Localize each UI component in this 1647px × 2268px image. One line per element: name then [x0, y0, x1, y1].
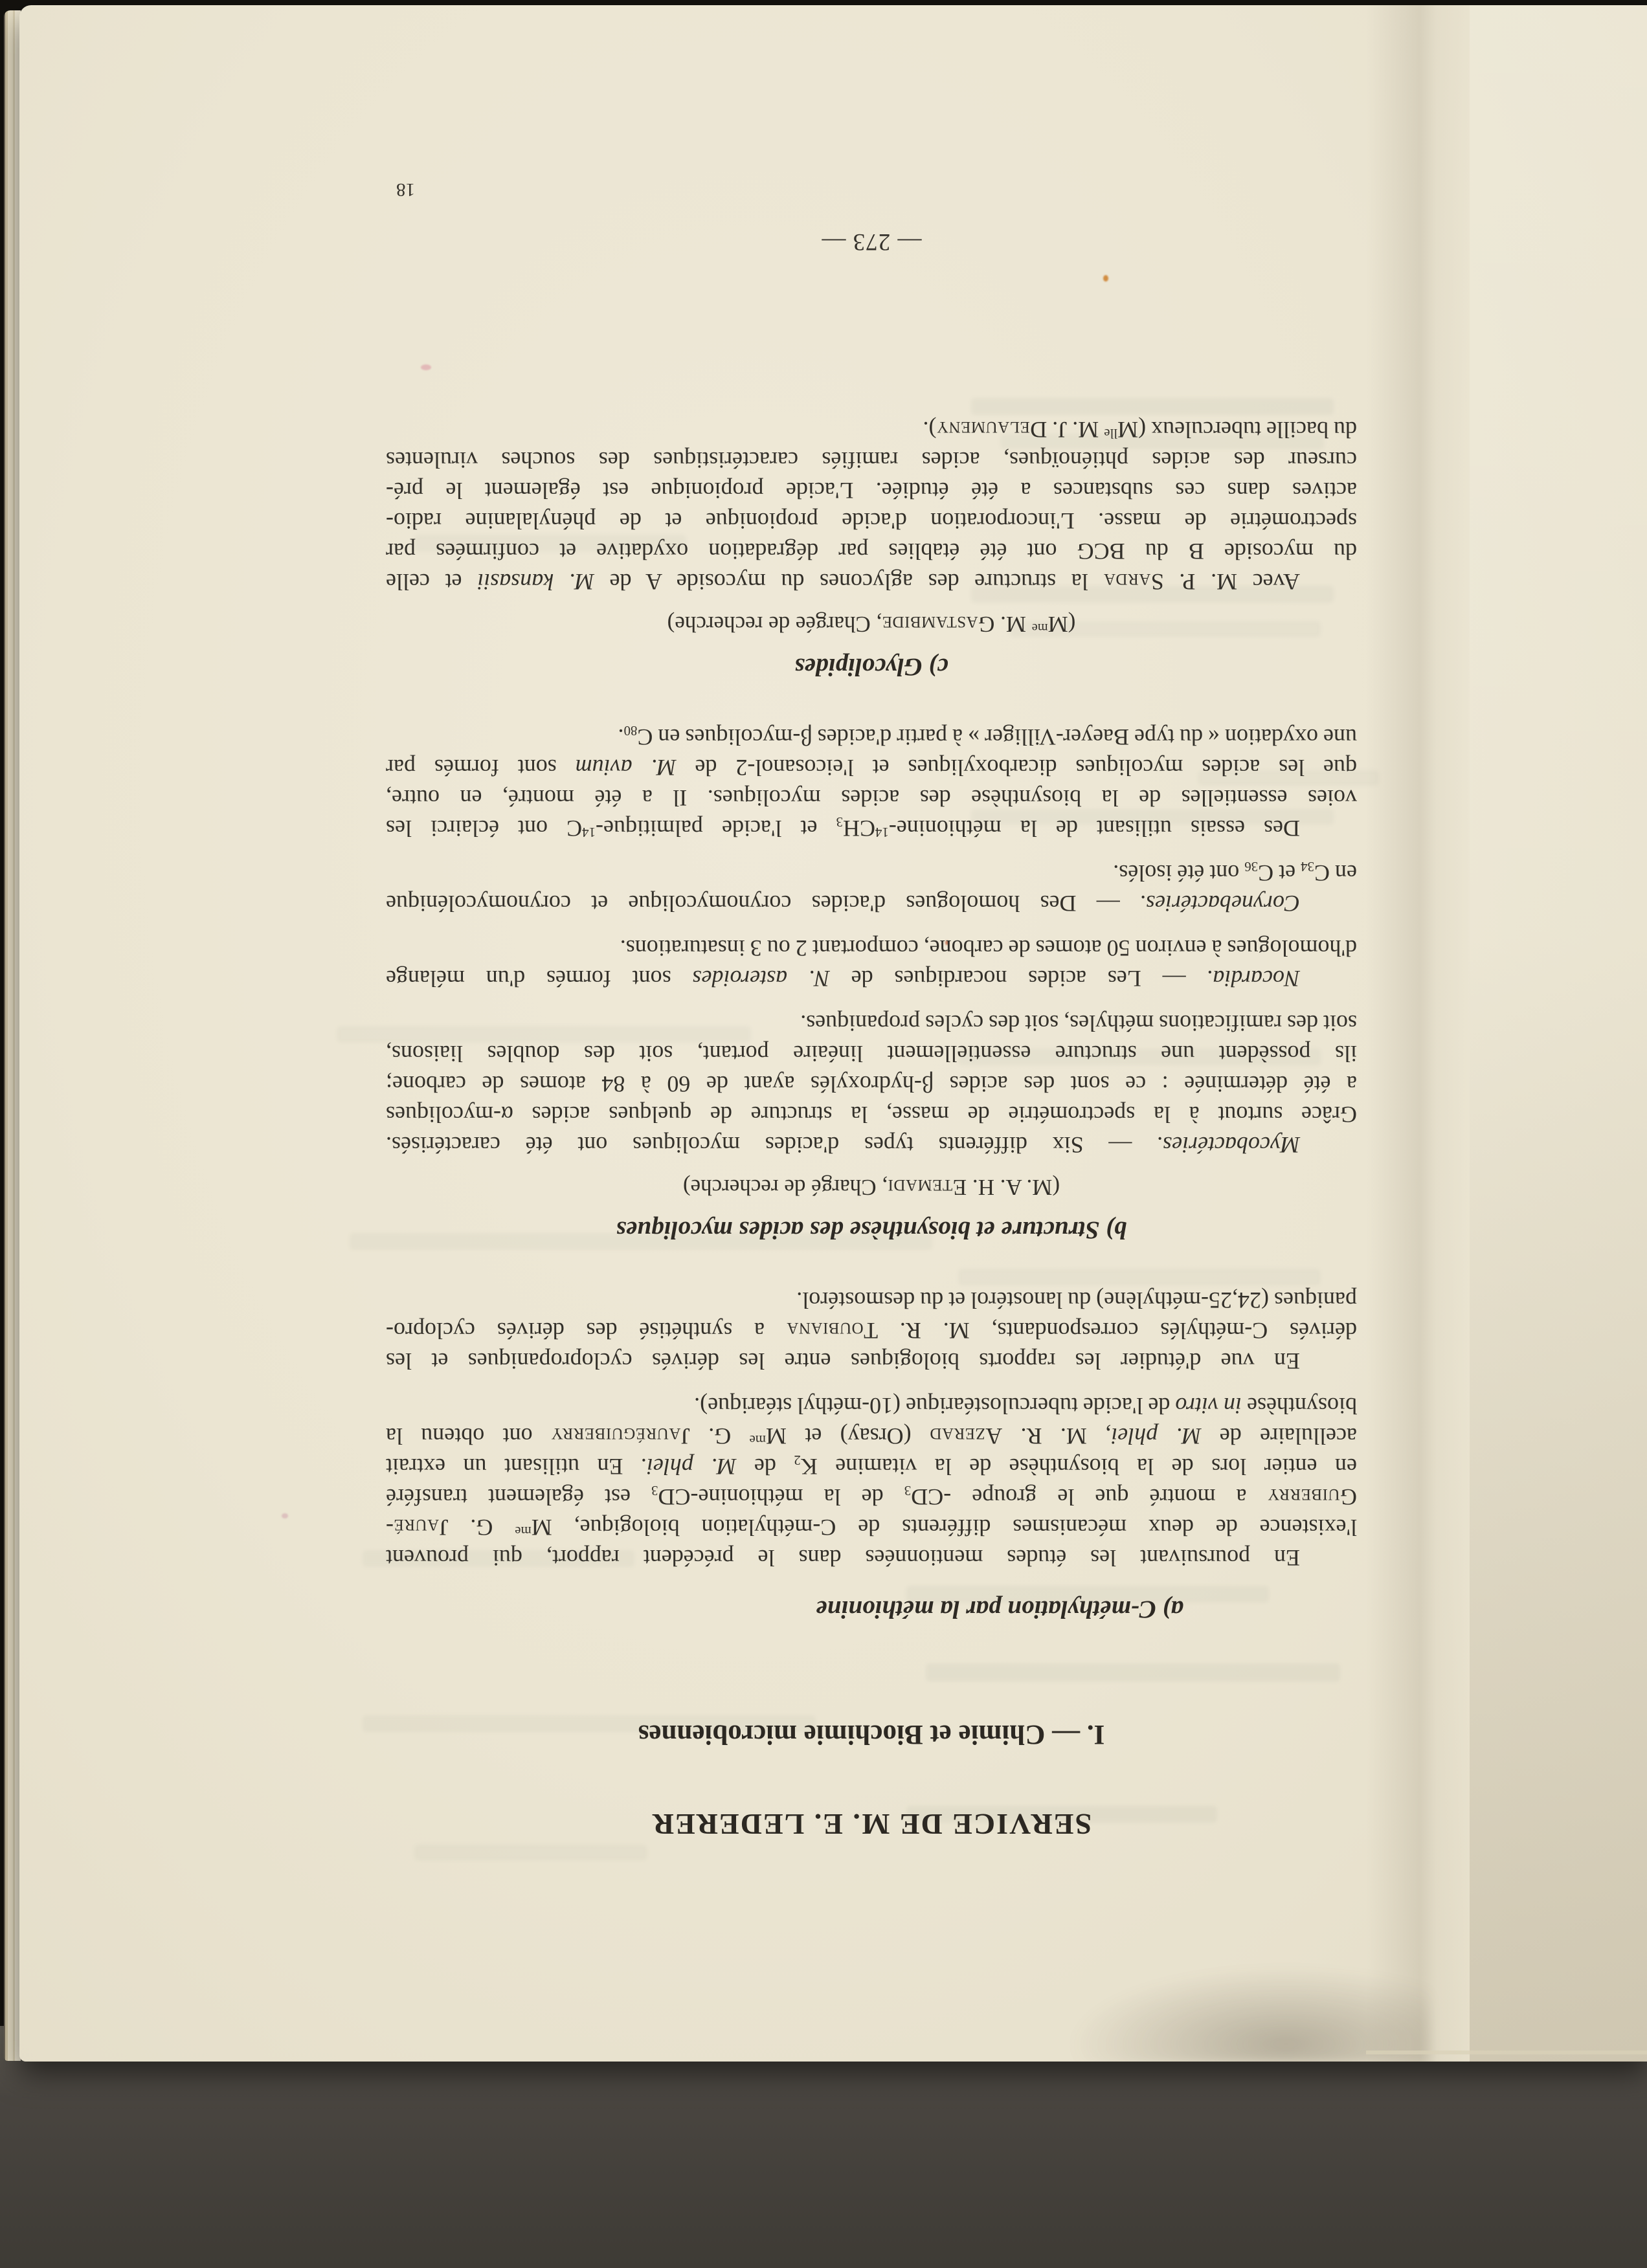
- text-line: une oxydation « du type Baeyer-Villiger » à partir d'acides β-mycoliques en $C_{80}$.: [618, 723, 1357, 750]
- text-line: en entier lors de la biosynthèse de la vitamine $K_2$ de M. phlei. En utilisant un extrait: [386, 1452, 1357, 1480]
- page-title: SERVICE DE M. E. LEDERER: [651, 1808, 1092, 1841]
- text-line: dérivés C-méthylés correspondants, M. R. Toubiana a synthétisé des dérivés cyclopro-: [386, 1318, 1357, 1344]
- subsection-heading: c) Glycolipides: [794, 653, 948, 681]
- fold-shadow: [1366, 5, 1470, 2062]
- text-line: paniques (24,25-méthylène) du lanostérol et du desmostérol.: [796, 1287, 1357, 1313]
- page-content-rotated: [386, 5, 1357, 2062]
- scanned-page: [19, 5, 1647, 2062]
- document-body: [386, 414, 1357, 1624]
- signature-mark: 18: [396, 179, 415, 200]
- paragraph: [386, 414, 1357, 597]
- paragraph: [386, 1008, 1357, 1160]
- paragraph: [386, 858, 1357, 918]
- text-line: En vue d'étudier les rapports biologiques entre les dérivés cyclopropaniques et les: [386, 1348, 1300, 1374]
- page-number: — 273 —: [821, 228, 922, 255]
- text-line: Guiberry a montré que le groupe $-CD_3$ de la méthionine-$CD_3$ est également transféré: [386, 1483, 1357, 1510]
- page-edge-stack: [4, 10, 21, 2061]
- spine-curvature: [1470, 5, 1647, 2062]
- text-line: en $C_{34}$ et $C_{36}$ ont été isolés.: [1113, 859, 1357, 886]
- text-line: biosynthèse in vitro de l'acide tuberculostéarique (10-méthyl stéarique).: [694, 1393, 1357, 1419]
- text-line: acellulaire de M. phlei, M. R. Azerad (Orsay) et $M^{me}$ G. Jauréguiberry ont obtenu la: [386, 1423, 1357, 1449]
- paper-speck: [282, 1513, 288, 1518]
- text-line: l'existence de deux mécanismes différents de C-méthylation biologique, $M^{me}$ G. Jauré-: [386, 1515, 1357, 1540]
- subsection-heading: a) C-méthylation par la méthionine: [816, 1595, 1183, 1623]
- text-line: Mycobactéries. — Six différents types d'acides mycoliques ont été caractérisés.: [386, 1132, 1300, 1158]
- paragraph: [386, 1390, 1357, 1573]
- subsection-byline: (M. A. H. Etemadi, Chargé de recherche): [682, 1175, 1060, 1200]
- section-heading: I. — Chimie et Biochimie microbiennes: [638, 1719, 1105, 1750]
- text-line: du bacille tuberculeux ($M^{lle}$ M. J. Delaumeny).: [923, 417, 1357, 443]
- text-line: Grâce surtout à la spectrométrie de masse, la structure de quelques acides α-mycoliques: [386, 1102, 1357, 1128]
- scanner-background: [0, 2026, 1647, 2268]
- text-line: curseur des acides phtiénoïques, acides ramifiés caractéristiques des souches virulentes: [386, 447, 1357, 473]
- text-line: d'homologues à environ 50 atomes de carbone, comportant 2 ou 3 insaturations.: [620, 935, 1357, 961]
- paragraph: [386, 933, 1357, 994]
- subsection-c: [386, 414, 1357, 682]
- text-line: Avec M. P. Sarda la structure des aglycones du mycoside A de M. kansasii et celle: [386, 569, 1300, 595]
- text-line: soit des ramifications méthyles, soit des cycles propaniques.: [800, 1010, 1357, 1036]
- text-line: actives dans ces substances a été étudiée. L'acide propionique est également le pré-: [386, 478, 1357, 504]
- text-line: spectrométrie de masse. L'incorporation d'acide propionique et de phénylalanine radio-: [386, 508, 1357, 534]
- text-line: En poursuivant les études mentionnées dans le précédent rapport, qui prouvent: [386, 1545, 1300, 1571]
- text-line: a été déterminée : ce sont des acides β-hydroxylés ayant de 60 à 84 atomes de carbone;: [386, 1071, 1357, 1097]
- text-line: Corynebactéries. — Des homologues d'acides corynomycolique et corynomycolénique: [386, 891, 1300, 917]
- subsection-a: [386, 1285, 1357, 1624]
- subsection-b: [386, 722, 1357, 1245]
- subsection-heading: b) Structure et biosynthèse des acides mycoliques: [616, 1216, 1127, 1244]
- text-line: ils possèdent une structure essentiellement linéaire portant, soit des doubles liaisons,: [386, 1041, 1357, 1067]
- text-line: du mycoside B du BCG ont été établies par dégradation oxydative et confirmées par: [386, 539, 1357, 564]
- paragraph: [386, 1285, 1357, 1376]
- text-line: que les acides mycoliques dicarboxyliques et l'eicosanol-2 de M. avium sont formés par: [386, 755, 1357, 781]
- paragraph: [386, 722, 1357, 843]
- text-line: Des essais utilisant de la méthionine-$^{14}CH_3$ et l'acide palmitique-$^{14}$C ont éclairci les: [386, 814, 1300, 841]
- text-line: voies essentielles de la biosynthèse des acides mycoliques. Il a été montré, en outre,: [386, 785, 1357, 811]
- subsection-byline: ($M^{me}$ M. Gastambide, Chargée de recherche): [667, 612, 1076, 637]
- page-edge-highlight: [1366, 2051, 1647, 2054]
- text-line: Nocardia. — Les acides nocardiques de N. asteroides sont formés d'un mélange: [386, 966, 1300, 992]
